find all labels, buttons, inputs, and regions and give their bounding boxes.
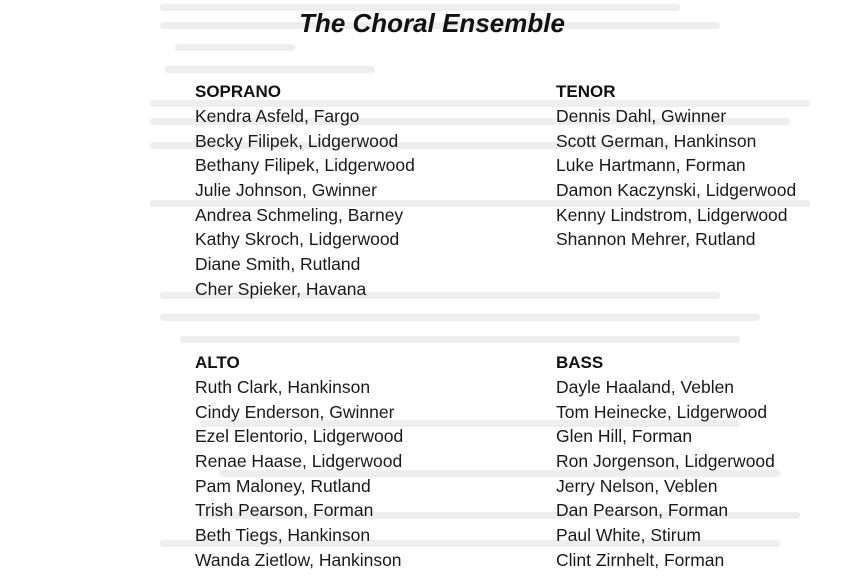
member-entry: Scott German, Hankinson bbox=[556, 130, 757, 151]
member-entry: Wanda Zietlow, Hankinson bbox=[195, 549, 402, 570]
member-entry: Tom Heinecke, Lidgerwood bbox=[556, 401, 768, 422]
member-entry: Ezel Elentorio, Lidgerwood bbox=[195, 426, 404, 447]
member-list-soprano bbox=[195, 104, 415, 302]
member-entry: Kenny Lindstrom, Lidgerwood bbox=[556, 204, 788, 225]
member-list-alto bbox=[195, 375, 403, 573]
member-entry: Trish Pearson, Forman bbox=[195, 500, 374, 521]
member-entry: Pam Maloney, Rutland bbox=[195, 475, 371, 496]
section-alto bbox=[195, 351, 403, 573]
member-entry: Cher Spieker, Havana bbox=[195, 278, 367, 299]
member-entry: Renae Haase, Lidgerwood bbox=[195, 451, 403, 472]
member-entry: Kendra Asfeld, Fargo bbox=[195, 106, 360, 126]
member-entry: Dayle Haaland, Veblen bbox=[556, 377, 735, 397]
member-entry: Bethany Filipek, Lidgerwood bbox=[195, 155, 415, 176]
member-entry: Andrea Schmeling, Barney bbox=[195, 204, 404, 225]
section-bass bbox=[556, 351, 775, 573]
member-entry: Diane Smith, Rutland bbox=[195, 254, 361, 275]
member-entry: Ruth Clark, Hankinson bbox=[195, 377, 371, 397]
member-entry: Dennis Dahl, Gwinner bbox=[556, 106, 727, 126]
member-entry: Kathy Skroch, Lidgerwood bbox=[195, 229, 400, 250]
member-entry: Ron Jorgenson, Lidgerwood bbox=[556, 451, 775, 472]
section-heading-tenor: TENOR bbox=[556, 82, 616, 101]
member-entry: Dan Pearson, Forman bbox=[556, 500, 729, 521]
section-heading-soprano: SOPRANO bbox=[195, 82, 281, 101]
member-entry: Glen Hill, Forman bbox=[556, 426, 693, 447]
member-list-tenor bbox=[556, 104, 796, 252]
page-title: The Choral Ensemble bbox=[299, 8, 565, 38]
member-entry: Shannon Mehrer, Rutland bbox=[556, 229, 756, 250]
member-entry: Damon Kaczynski, Lidgerwood bbox=[556, 180, 797, 201]
member-entry: Jerry Nelson, Veblen bbox=[556, 475, 718, 496]
section-heading-bass: BASS bbox=[556, 353, 604, 372]
member-entry: Cindy Enderson, Gwinner bbox=[195, 401, 395, 422]
member-entry: Beth Tiegs, Hankinson bbox=[195, 525, 371, 546]
member-entry: Clint Zirnhelt, Forman bbox=[556, 549, 725, 570]
section-tenor bbox=[556, 80, 796, 252]
section-heading-alto: ALTO bbox=[195, 353, 240, 372]
member-entry: Paul White, Stirum bbox=[556, 525, 701, 546]
member-list-bass bbox=[556, 375, 775, 573]
section-soprano bbox=[195, 80, 415, 302]
member-entry: Becky Filipek, Lidgerwood bbox=[195, 130, 399, 151]
member-entry: Luke Hartmann, Forman bbox=[556, 155, 746, 176]
member-entry: Julie Johnson, Gwinner bbox=[195, 180, 377, 201]
